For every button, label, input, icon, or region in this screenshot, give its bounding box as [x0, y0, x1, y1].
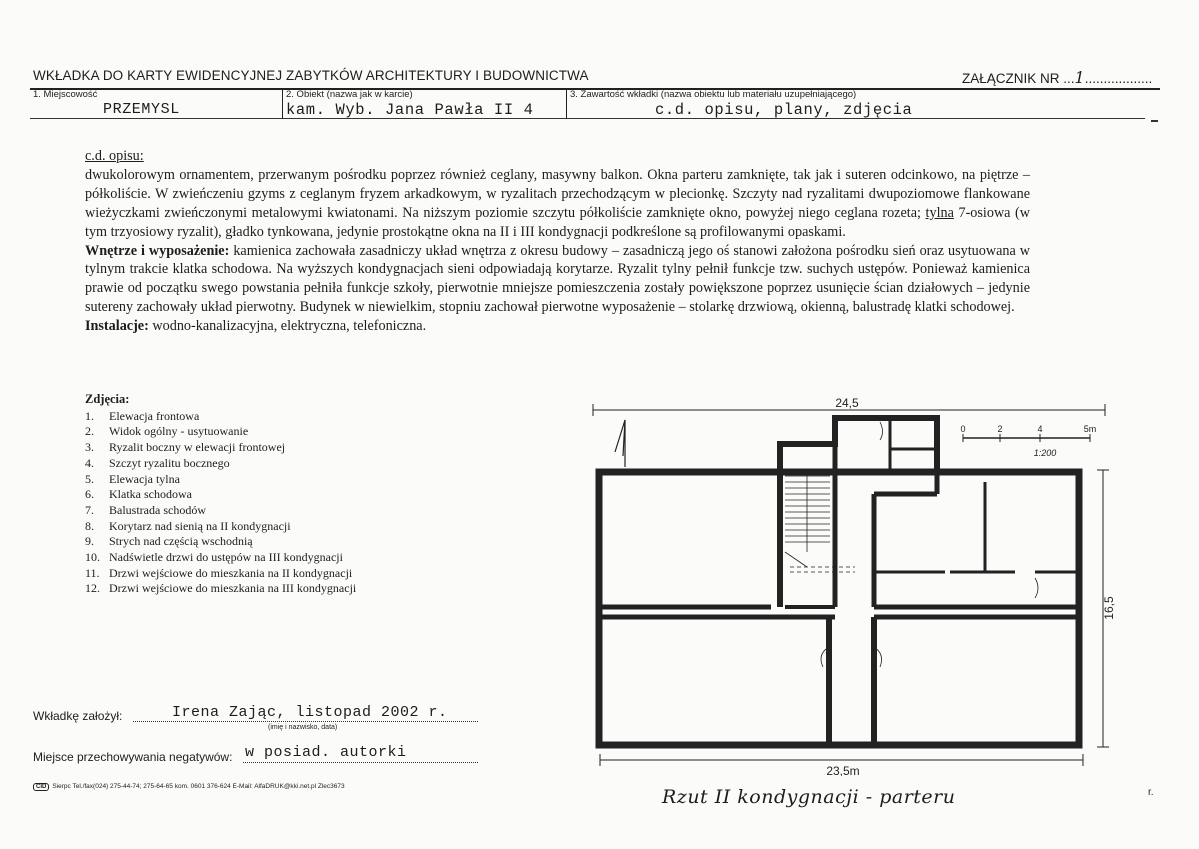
list-item: 6. Klatka schodowa [85, 487, 192, 502]
field-divider-1 [282, 89, 283, 119]
header-bottom-rule [30, 118, 1145, 119]
printer-logo: CID [33, 783, 49, 791]
description [85, 147, 1030, 336]
photos-list [85, 392, 445, 597]
list-item: 4. Szczyt ryzalitu bocznego [85, 455, 230, 470]
dim-right: 16,5 [1102, 596, 1116, 620]
interior-label: Wnętrze i wyposażenie: [85, 242, 230, 259]
storage-label: Miejsce przechowywania negatywów: [33, 750, 233, 764]
annex-number: 1 [1074, 68, 1085, 87]
scale-tick-0: 0 [960, 424, 966, 434]
installations-label: Instalacje: [85, 318, 149, 335]
content-label: 3. Zawartość wkładki (nazwa obiektu lub materiału uzupełniającego) [570, 89, 857, 100]
storage-value: w posiad. autorki [245, 744, 407, 761]
annex-label-group: ZAŁĄCZNIK NR ...1.................. [962, 68, 1153, 87]
author-value: Irena Zając, listopad 2002 r. [172, 704, 448, 721]
margin-mark: r. [1148, 787, 1154, 798]
installations-paragraph: Instalacje: wodno-kanalizacyjna, elektryczna, telefoniczna. [85, 318, 427, 335]
list-item: 8. Korytarz nad sienią na II kondygnacji [85, 518, 291, 533]
field-divider-2 [566, 89, 567, 119]
list-item: 7. Balustrada schodów [85, 502, 206, 517]
list-item: 5. Elewacja tylna [85, 471, 180, 486]
dim-bottom: 23,5m [826, 764, 860, 776]
list-item: 1. Elewacja frontowa [85, 408, 200, 423]
description-paragraph: dwukolorowym ornamentem, przerwanym pośrodku poprzez również ceglany, masywny balkon. Okna parteru zamknięte, tak jak i suteren odcinkowo, na piętrze – półkoliście. W zwieńczeniu gzyms z ceglanym fryzem arkadkowym, w ryzalitach przechodzącym w plecionkę. Szczyty nad ryzalitami dwupoziomowe flankowane wieżyczkami zwieńczonymi metalowymi kwiatonami. Na niższym poziomie szczytu półkoliście zamknięte okno, powyżej niego ceglana rozeta; tylna 7-osiowa (w tym trzyosiowy ryzalit), gładko tynkowana, jedynie prostokątne okna na II i III kondygnacji podkreślone są profilowanymi opaskami. [85, 166, 1031, 240]
scale-ratio: 1:200 [1033, 448, 1057, 458]
list-item: 10. Nadświetle drzwi do ustępów na III kondygnacji [85, 550, 343, 565]
annex-label: ZAŁĄCZNIK NR [962, 71, 1060, 86]
printer-imprint [33, 783, 345, 791]
description-heading: c.d. opisu: [85, 148, 144, 164]
document-title: WKŁADKA DO KARTY EWIDENCYJNEJ ZABYTKÓW ARCHITEKTURY I BUDOWNICTWA [33, 68, 589, 83]
printer-text: Sierpc Tel./fax(024) 275-44-74; 275-64-65 kom. 0601 376-624 E-Mail: AlfaDRUK@kki.net.pl Zlec3673 [52, 783, 345, 790]
scale-tick-4: 4 [1037, 424, 1043, 434]
author-hint: (imię i nazwisko, data) [268, 724, 338, 731]
floor-plan [585, 392, 1120, 776]
object-value: kam. Wyb. Jana Pawła II 4 [286, 101, 534, 119]
rear-word: tylna [925, 204, 954, 221]
dim-top: 24,5 [835, 396, 859, 410]
location-label: 1. Miejscowość [33, 89, 98, 100]
list-item: 3. Ryzalit boczny w elewacji frontowej [85, 440, 286, 455]
object-label: 2. Obiekt (nazwa jak w karcie) [286, 89, 413, 100]
list-item: 2. Widok ogólny - usytuowanie [85, 424, 249, 439]
plan-caption: Rzut II kondygnacji - parteru [662, 786, 956, 808]
scale-tick-2: 2 [997, 424, 1003, 434]
photos-heading: Zdjęcia: [85, 392, 130, 406]
interior-paragraph: Wnętrze i wyposażenie: kamienica zachowała zasadniczy układ wnętrza z okresu budowy – zasadniczą jego oś stanowi założona pośrodku sień oraz usytuowana w tylnym trakcie klatka schodowa. Na wyższych kondygnacjach sieni odpowiadają korytarze. Ryzalit tylny pełnił funkcje tzw. suchych ustępów. Ponieważ kamienica prawie od początku swego powstania pełniła funkcje szkoły, pierwotnie mniejsze pomieszczenia zostały powiększone poprzez usunięcie ścian działowych – jedynie sutereny zachowały układ pierwotny. Budynek w niewielkim, stopniu zachował pierwotne wyposażenie – stolarkę drzwiową, okienną, balustradę klatki schodowej. [85, 242, 1030, 316]
list-item: 12. Drzwi wejściowe do mieszkania na III kondygnacji [85, 581, 357, 596]
location-value: PRZEMYSL [103, 101, 180, 118]
author-label: Wkładkę założył: [33, 709, 123, 723]
list-item: 9. Strych nad częścią wschodnią [85, 534, 253, 549]
scale-tick-5m: 5m [1083, 424, 1097, 434]
margin-dash [1151, 120, 1158, 122]
list-item: 11. Drzwi wejściowe do mieszkania na II kondygnacji [85, 565, 353, 580]
content-value: c.d. opisu, plany, zdjęcia [655, 101, 913, 119]
